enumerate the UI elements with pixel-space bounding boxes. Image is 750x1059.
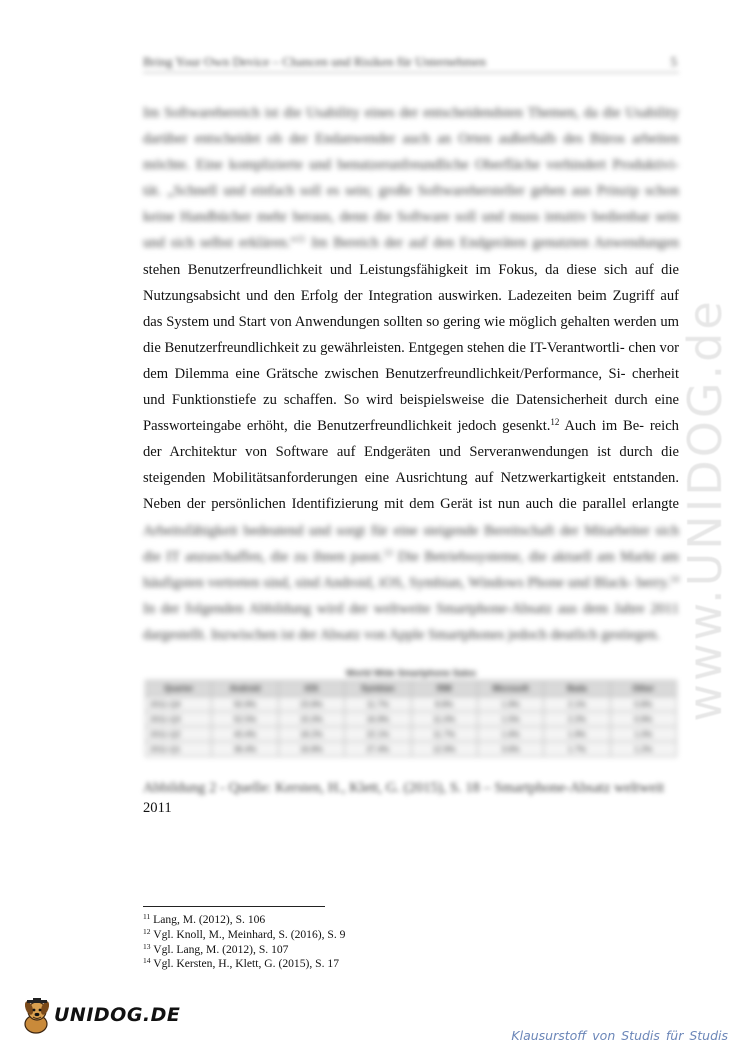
table-cell: 8.8% [411, 697, 477, 712]
blurred-outro [143, 523, 679, 643]
footnote [143, 913, 679, 928]
column-header: Android [212, 681, 278, 697]
footer-tagline: Klausurstoff von Studis für Studis [511, 1028, 728, 1043]
watermark [670, 270, 740, 750]
column-header: RIM [411, 681, 477, 697]
body-line: reich der Architektur von Software auf Endgeräten und Serveranwendungen ist durch die [143, 418, 679, 461]
table-cell: 11.7% [411, 727, 477, 742]
body-line: gestiegen. [601, 626, 660, 643]
blurred-intro [143, 105, 679, 251]
table-cell: 2011-Q3 [146, 712, 212, 727]
body-line: Im Bereich der auf den Endgeräten genutzten Anwendungen [305, 235, 679, 252]
table-cell: 1.9% [477, 697, 543, 712]
body-line: das System und Start von Anwendungen sollten so gering wie möglich gehalten werden [143, 313, 657, 330]
header-title: Bring Your Own Device – Chancen und Risiken für Unternehmen [143, 54, 486, 69]
table-cell: 23.8% [278, 697, 344, 712]
column-header: Symbian [345, 681, 411, 697]
body-line: und sich selbst erklären.“ [143, 235, 297, 252]
caption-text: Abbildung 2 - Quelle: Kersten, H., Klett, G. (2015), S. 18 – Smartphone-Absatz weltweit [143, 780, 665, 796]
footnote-divider [143, 906, 325, 907]
unidog-logo[interactable] [18, 998, 181, 1036]
footnote [143, 957, 679, 972]
table-cell: 0.8% [610, 697, 676, 712]
table-cell: 0.9% [610, 712, 676, 727]
body-line: darüber entscheidet ob der Endanwender auch an Orten außerhalb des Büros arbeiten [143, 131, 679, 148]
table-cell: 1.7% [544, 742, 610, 757]
page-number: 5 [670, 54, 677, 69]
footnote [143, 928, 679, 943]
body-line: um die Benutzerfreundlichkeit zu gewährleisten. Entgegen stehen die IT-Verantwortli- [143, 313, 679, 356]
table-cell: 16.8% [278, 742, 344, 757]
logo-text: UNIDOG.DE [54, 1004, 181, 1026]
table-cell: 11.7% [345, 697, 411, 712]
figure-title: World Wide Smartphone Sales [345, 668, 477, 678]
column-header: iOS [278, 681, 344, 697]
footnote-text: Vgl. Kersten, H., Klett, G. (2015), S. 17 [153, 957, 340, 971]
footnote-text: Vgl. Knoll, M., Meinhard, S. (2016), S. 9 [153, 927, 346, 941]
body-line: tät. „Schnell und einfach soll es sein; große Softwarehersteller geben aus Prinzip schon [143, 183, 679, 200]
body-line: In der folgenden Abbildung wird der weltweite Smartphone-Absatz aus dem [143, 600, 609, 617]
footnote-text: Lang, M. (2012), S. 106 [153, 913, 266, 926]
table-row [146, 697, 677, 712]
footnote [143, 943, 679, 958]
column-header: Quarter [146, 681, 212, 697]
figure-caption [143, 778, 679, 818]
page-header [143, 52, 679, 73]
body-paragraph [143, 100, 679, 648]
footnote-number: 11 [143, 912, 151, 921]
body-line: Auch im Be- [559, 418, 645, 435]
watermark-text: www.UNIDOG.de [678, 298, 732, 722]
body-line: häufigsten vertreten sind, sind Android, iOS, Symbian, Windows Phone und Black- [143, 574, 633, 591]
table-cell: 27.4% [345, 742, 411, 757]
table-cell: 1.0% [610, 727, 676, 742]
sales-table [145, 680, 677, 757]
body-line: cherheit und Funktionstiefe zu schaffen. So wird beispielsweise die Datensicherheit durch [143, 365, 679, 409]
table-cell: 1.9% [544, 727, 610, 742]
column-header: Bada [544, 681, 610, 697]
table-cell: 22.1% [345, 727, 411, 742]
table-cell: 2.2% [544, 712, 610, 727]
body-line: berry. [636, 574, 670, 591]
body-line: keine Handbücher mehr heraus, denn die Software soll und muss intuitiv bedienbar sein [143, 209, 679, 226]
body-line: Neben der persönlichen Identifizierung mit dem Gerät ist nun auch die parallel erlangte [143, 496, 679, 513]
body-line: die IT anzuschaffen, die zu ihnen passt. [143, 548, 384, 565]
table-cell: 43.4% [212, 727, 278, 742]
footnote-ref: 12 [550, 417, 560, 428]
column-header: Other [610, 681, 676, 697]
caption-tail: 2011 [143, 800, 172, 816]
table-row [146, 742, 677, 757]
table-cell: 2011-Q4 [146, 697, 212, 712]
body-line: stehen Benutzerfreundlichkeit und Leistungsfähigkeit im Fokus, da diese sich auf die [143, 261, 679, 278]
footnote-text: Vgl. Lang, M. (2012), S. 107 [153, 942, 289, 956]
body-line: Jahre 2011 dargestellt. Inzwischen ist der Absatz von Apple Smartphones jedoch deutlich [143, 600, 679, 643]
table-cell: 52.5% [212, 712, 278, 727]
table-cell: 3.6% [477, 742, 543, 757]
body-line: Die Betriebssysteme, die aktuell am Markt am [392, 548, 679, 565]
table-cell: 18.2% [278, 727, 344, 742]
footnote-number: 14 [143, 956, 151, 966]
body-line: chen vor dem Dilemma eine Grätsche zwischen Benutzerfreundlichkeit/Performance, Si- [143, 339, 679, 382]
body-line: Nutzungsabsicht und den Erfolg der Integration auswirken. Ladezeiten beim Zugriff auf [143, 287, 679, 304]
footnote-ref: 13 [383, 547, 393, 558]
body-line: eine Passworteingabe erhöht, die Benutzerfreundlichkeit jedoch gesenkt. [143, 392, 679, 435]
table-header-row [146, 681, 677, 697]
body-line: Im Softwarebereich ist die Usability eines der entscheidendsten Themen, da die Usability [143, 105, 679, 121]
table-cell: 12.9% [411, 742, 477, 757]
footnote-ref: 14 [670, 573, 679, 584]
footnote-number: 12 [143, 926, 151, 936]
smartphone-sales-figure [143, 666, 679, 757]
footnote-number: 13 [143, 941, 151, 951]
table-cell: 2.1% [544, 697, 610, 712]
table-cell: 15.0% [278, 712, 344, 727]
table-cell: 1.2% [610, 742, 676, 757]
footnote-ref: 11 [296, 234, 306, 245]
table-cell: 50.9% [212, 697, 278, 712]
body-line: steigenden Mobilitätsanforderungen eine Ausrichtung auf Netzwerkartigkeit entstanden. [143, 470, 679, 487]
table-cell: 2011-Q1 [146, 742, 212, 757]
table-cell: 11.0% [411, 712, 477, 727]
body-line: Arbeitsfähigkeit bedeutend und sorgt für eine steigende Bereitschaft der Mitarbeiter sich [143, 522, 679, 539]
footnotes [143, 913, 679, 972]
table-cell: 1.6% [477, 727, 543, 742]
table-row [146, 727, 677, 742]
table-cell: 1.5% [477, 712, 543, 727]
table-cell: 16.9% [345, 712, 411, 727]
table-cell: 36.4% [212, 742, 278, 757]
table-cell: 2011-Q2 [146, 727, 212, 742]
table-row [146, 712, 677, 727]
body-line: möchte. Eine komplizierte und benutzerunfreundliche Oberfläche verhindert Produktivi- [143, 157, 679, 174]
dog-mascot-icon [18, 998, 58, 1036]
column-header: Microsoft [477, 681, 543, 697]
